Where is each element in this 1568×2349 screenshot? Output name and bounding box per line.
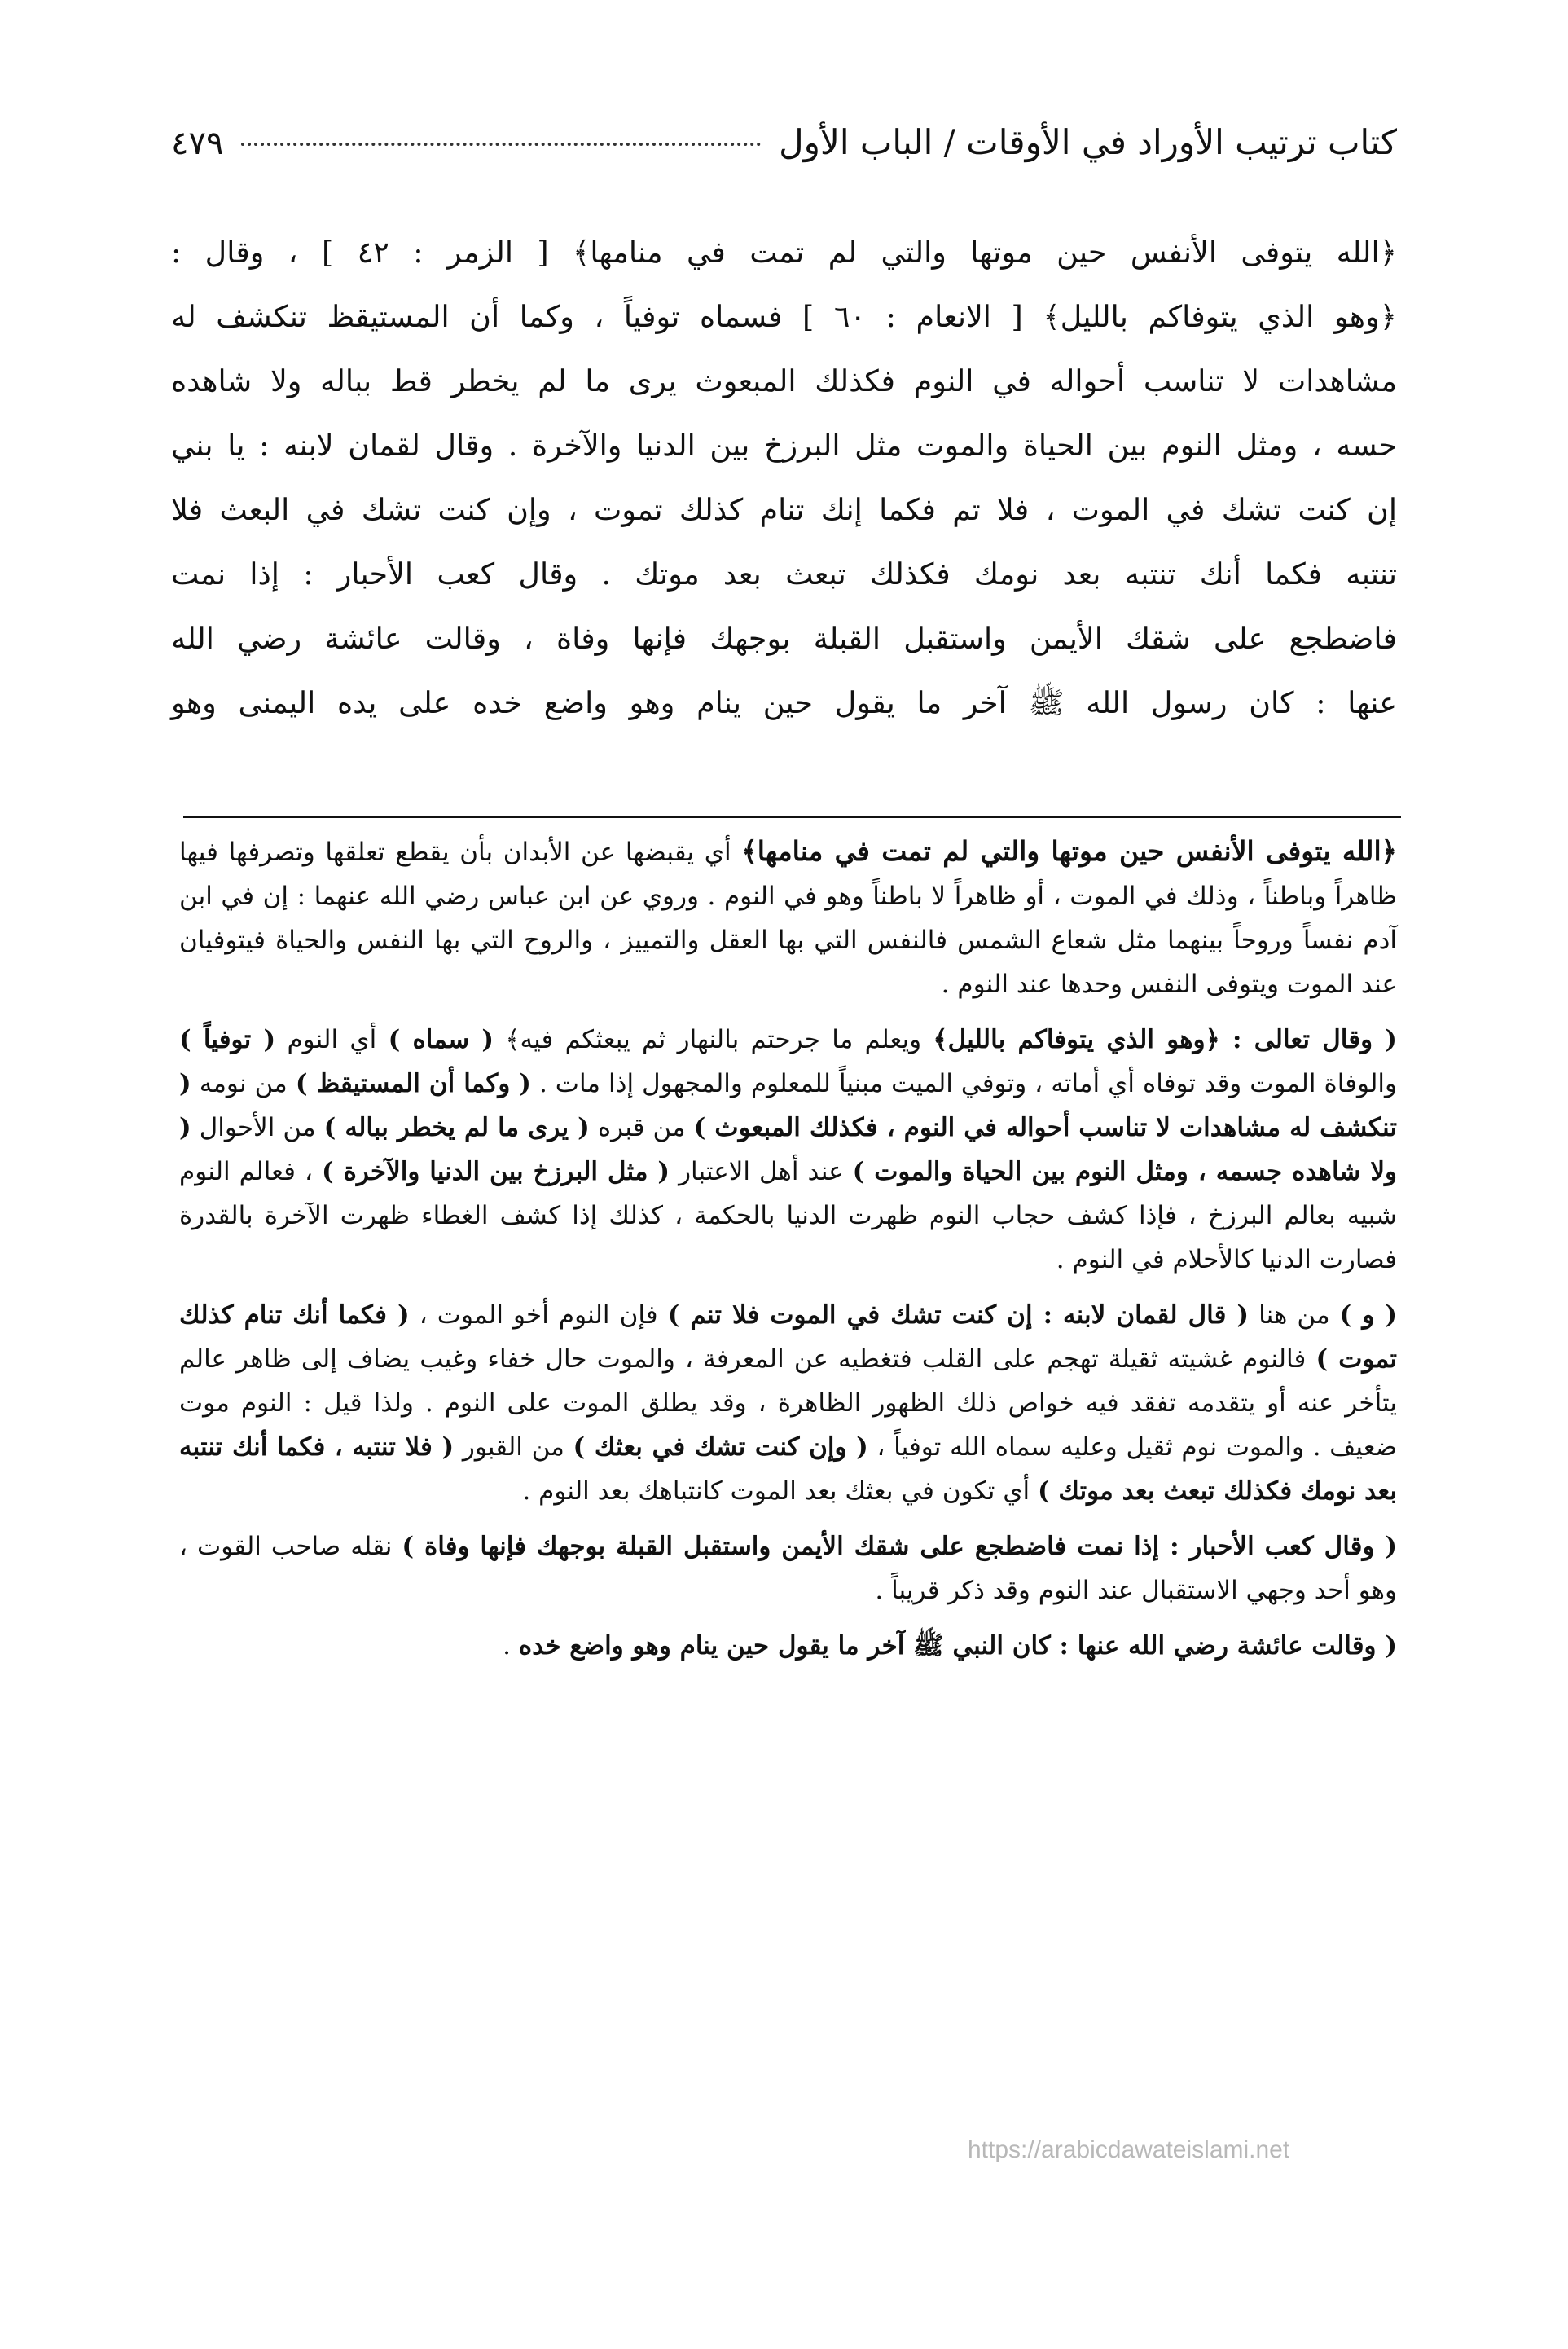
commentary-paragraph bbox=[179, 829, 1397, 1006]
main-line: ﴿الله يتوفى الأنفس حين موتها والتي لم تمت في منامها﴾ [ الزمر : ٤٢ ] ، وقال : bbox=[171, 235, 1397, 270]
quoted-phrase: ( سماه ) bbox=[388, 1025, 494, 1054]
quoted-phrase: ( ولا شاهده جسمه ، ومثل النوم بين الحياة والموت ) bbox=[179, 1113, 1397, 1186]
commentary-text: ويعلم ما جرحتم بالنهار ثم يبعثكم فيه﴾ bbox=[505, 1025, 922, 1054]
main-line: مشاهدات لا تناسب أحواله في النوم فكذلك المبعوث يرى ما لم يخطر قط بباله ولا شاهده bbox=[171, 363, 1397, 398]
quoted-phrase: ( وقال تعالى : ﴿وهو الذي يتوفاكم بالليل﴾ bbox=[933, 1025, 1397, 1054]
commentary-text: من هنا bbox=[1258, 1300, 1330, 1330]
quoted-phrase: ( و ) bbox=[1339, 1300, 1398, 1330]
quoted-phrase: ( توفياً ) bbox=[179, 1025, 276, 1054]
quoted-phrase: ( فكما أنك تنام كذلك تموت ) bbox=[179, 1300, 1397, 1374]
commentary-paragraph bbox=[179, 1624, 1397, 1668]
commentary-text: عند أهل الاعتبار bbox=[679, 1157, 844, 1186]
quoted-phrase: ( فلا تنتبه ، فكما أنك تنتبه بعد نومك فكذلك تبعث بعد موتك ) bbox=[179, 1432, 1397, 1506]
commentary-text: فالنوم غشيته ثقيلة تهجم على القلب فتغطيه عن المعرفة ، والموت حال خفاء وغيب يضاف إلى ظاهر عالم يتأخر عنه أو يتقدمه تفقد فيه خواص ذلك الظهور الظاهرة ، وقد يطلق الموت على النوم . ولذا قيل : النوم موت ضعيف . والموت نوم ثقيل وعليه سماه الله توفياً ، bbox=[179, 1344, 1397, 1462]
commentary-text: أي تكون في بعثك بعد الموت كانتباهك بعد النوم . bbox=[522, 1476, 1030, 1506]
commentary-paragraph bbox=[179, 1293, 1397, 1513]
quoted-phrase: ( قال لقمان لابنه : إن كنت تشك في الموت فلا تنم ) bbox=[667, 1300, 1250, 1330]
quoted-phrase: ( تنكشف له مشاهدات لا تناسب أحواله في النوم ، فكذلك المبعوث ) bbox=[179, 1069, 1397, 1142]
commentary-text: من نومه bbox=[199, 1069, 288, 1098]
commentary-text: من قبره bbox=[597, 1113, 686, 1142]
commentary-paragraph bbox=[179, 1018, 1397, 1282]
main-line: ﴿وهو الذي يتوفاكم بالليل﴾ [ الانعام : ٦٠ ] فسماه توفياً ، وكما أن المستيقظ تنكشف له bbox=[171, 299, 1397, 334]
running-header bbox=[171, 122, 1397, 163]
section-divider bbox=[183, 816, 1401, 818]
main-line: تنتبه فكما أنك تنتبه بعد نومك فكذلك تبعث بعد موتك . وقال كعب الأحبار : إذا نمت bbox=[171, 556, 1397, 592]
commentary-text: فإن النوم أخو الموت ، bbox=[419, 1300, 658, 1330]
source-watermark: https://arabicdawateislami.net bbox=[968, 2136, 1290, 2163]
page-number: ٤٧٩ bbox=[171, 125, 224, 162]
commentary-text: ، فعالم النوم شبيه بعالم البرزخ ، فإذا كشف حجاب النوم ظهرت الدنيا بالحكمة ، كذلك إذا كشف الغطاء ظهرت الآخرة بالقدرة فصارت الدنيا كالأحلام في النوم . bbox=[179, 1157, 1397, 1274]
main-line: فاضطجع على شقك الأيمن واستقبل القبلة بوجهك فإنها وفاة ، وقالت عائشة رضي الله bbox=[171, 621, 1397, 656]
commentary-paragraph bbox=[179, 1524, 1397, 1612]
chapter-title: كتاب ترتيب الأوراد في الأوقات / الباب الأول bbox=[779, 122, 1397, 162]
quran-quote: ﴿الله يتوفى الأنفس حين موتها والتي لم تمت في منامها﴾ bbox=[741, 835, 1397, 867]
main-line: إن كنت تشك في الموت ، فلا تم فكما إنك تنام كذلك تموت ، وإن كنت تشك في البعث فلا bbox=[171, 492, 1397, 527]
header-dot-leader bbox=[241, 143, 761, 146]
main-text bbox=[171, 220, 1397, 735]
quoted-phrase: ( وقال كعب الأحبار : إذا نمت فاضطجع على شقك الأيمن واستقبل القبلة بوجهك فإنها وفاة ) bbox=[402, 1532, 1398, 1561]
commentary-text: من القبور bbox=[462, 1432, 564, 1462]
commentary-text: أي النوم bbox=[287, 1025, 377, 1054]
quoted-phrase: ( وإن كنت تشك في بعثك ) bbox=[573, 1432, 868, 1462]
main-line: حسه ، ومثل النوم بين الحياة والموت مثل البرزخ بين الدنيا والآخرة . وقال لقمان لابنه : يا بني bbox=[171, 428, 1397, 463]
commentary bbox=[179, 829, 1397, 1679]
commentary-text: نقله صاحب القوت ، وهو أحد وجهي الاستقبال عند النوم وقد ذكر قريباً . bbox=[179, 1532, 1397, 1605]
quoted-phrase: ( وقالت عائشة رضي الله عنها : كان النبي ﷺ آخر ما يقول حين ينام وهو واضع خده bbox=[518, 1631, 1397, 1661]
commentary-text: من الأحوال bbox=[199, 1113, 316, 1142]
commentary-text: والوفاة الموت وقد توفاه أي أماته ، وتوفي الميت مبنياً للمعلوم والمجهول إذا مات . bbox=[538, 1069, 1398, 1098]
main-line: عنها : كان رسول الله ﷺ آخر ما يقول حين ينام وهو واضع خده على يده اليمنى وهو bbox=[171, 685, 1398, 720]
quoted-phrase: ( مثل البرزخ بين الدنيا والآخرة ) bbox=[321, 1157, 670, 1186]
quoted-phrase: ( وكما أن المستيقظ ) bbox=[295, 1069, 531, 1098]
commentary-text: . bbox=[503, 1631, 511, 1661]
quoted-phrase: ( يرى ما لم يخطر بباله ) bbox=[323, 1113, 590, 1142]
commentary-text: أي يقبضها عن الأبدان بأن يقطع تعلقها وتصرفها فيها ظاهراً وباطناً ، وذلك في الموت ، أو ظاهراً لا باطناً وهو في النوم . وروي عن ابن عباس رضي الله عنهما : إن في ابن آدم نفساً وروحاً بينهما مثل شعاع الشمس فالنفس التي بها العقل والتمييز ، والروح التي بها النفس والحياة فيتوفيان عند الموت ويتوفى النفس وحدها عند النوم . bbox=[179, 838, 1397, 999]
